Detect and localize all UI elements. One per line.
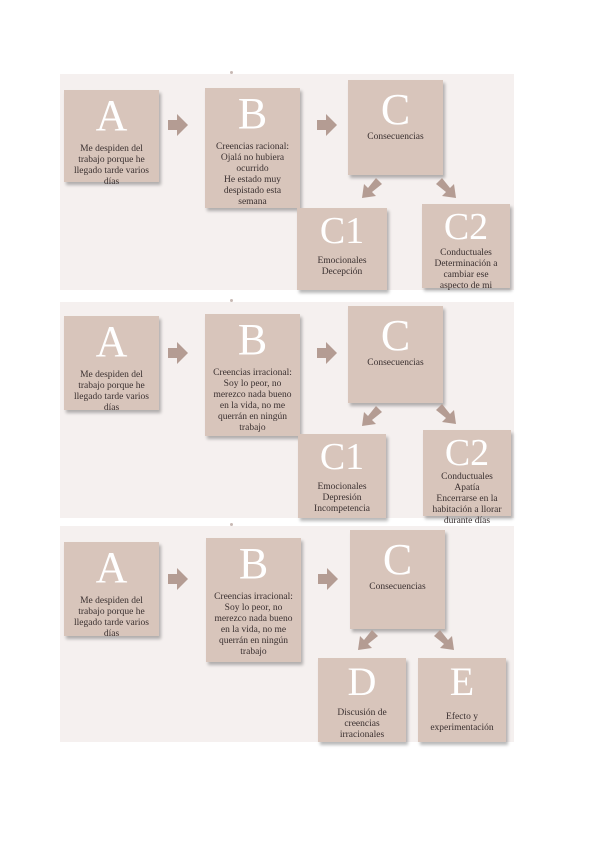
box-e — [418, 658, 506, 742]
text-line: trabajo — [240, 647, 267, 657]
panel-rational-belief — [60, 74, 514, 290]
text-line: Creencias racional: — [215, 142, 290, 152]
text-line: Emocionales — [317, 482, 367, 492]
text-line: Me despiden del — [80, 370, 143, 380]
text-line: Conductuales — [440, 248, 492, 258]
box-c-letter: C — [380, 311, 411, 360]
box-d — [318, 658, 406, 742]
box-c-text: Consecuencias — [367, 358, 424, 368]
box-b-letter: B — [238, 539, 269, 588]
text-line: Depresión — [322, 493, 362, 503]
text-line: ocurrido — [236, 164, 269, 174]
box-a-text — [64, 596, 159, 640]
box-c-text: Consecuencias — [369, 582, 426, 592]
box-a — [64, 316, 159, 413]
arrow-down-right-icon — [436, 178, 456, 198]
box-c2 — [423, 430, 511, 526]
box-c-letter: C — [382, 535, 413, 584]
text-line: Creencias irracional: — [213, 368, 292, 378]
box-c — [348, 80, 443, 175]
arrow-down-right-icon — [434, 630, 454, 650]
box-c1 — [298, 434, 386, 518]
arrow-down-left-icon — [362, 406, 382, 426]
text-line: querrán en ningún — [217, 412, 288, 422]
text-line: llegado tarde varios — [74, 392, 149, 402]
panel-irrational-belief — [60, 302, 514, 526]
box-c1-text — [298, 482, 386, 515]
text-line: Conductuales — [441, 472, 493, 482]
text-line: Decepción — [321, 267, 363, 277]
text-line: Me despiden del — [80, 596, 143, 606]
box-a-text — [64, 370, 159, 414]
text-line: días — [103, 629, 120, 639]
arrow-right-icon — [168, 114, 188, 136]
text-line: habitación a llorar — [432, 505, 502, 515]
text-line: merezco nada bueno — [213, 390, 292, 400]
arrow-down-left-icon — [362, 178, 382, 198]
text-line: llegado tarde varios — [74, 166, 149, 176]
text-line: semana — [238, 197, 267, 207]
box-c2-letter: C2 — [443, 206, 489, 248]
box-b-text — [205, 142, 300, 208]
decorative-dot — [230, 523, 233, 526]
text-line: Discusión de — [337, 708, 387, 718]
text-line: Creencias irracional: — [214, 592, 293, 602]
box-b — [205, 88, 300, 208]
text-line: despistado esta — [223, 186, 282, 196]
arrow-right-icon — [318, 568, 338, 590]
box-c — [350, 530, 445, 629]
box-a-letter: A — [95, 91, 128, 140]
text-line: trabajo porque he — [78, 155, 145, 165]
box-a-text — [64, 144, 159, 188]
text-line: Incompetencia — [314, 504, 370, 514]
text-line: en la vida, no me — [220, 625, 287, 635]
text-line: trabajo porque he — [78, 381, 145, 391]
box-a — [64, 542, 159, 639]
text-line: durante días — [443, 516, 491, 526]
arrow-right-icon — [168, 342, 188, 364]
text-line: Me despiden del — [80, 144, 143, 154]
text-line: Apatía — [454, 483, 480, 493]
box-e-letter: E — [449, 659, 475, 704]
text-line: irracionales — [339, 730, 385, 740]
box-c2 — [422, 204, 510, 291]
text-line: días — [103, 177, 120, 187]
box-a-letter: A — [95, 317, 128, 366]
text-line: creencias — [344, 719, 380, 729]
box-c1-letter: C1 — [319, 436, 365, 478]
text-line: días — [103, 403, 120, 413]
box-b-letter: B — [237, 315, 268, 364]
text-line: He estado muy — [224, 175, 281, 185]
decorative-dot — [230, 299, 233, 302]
box-b — [206, 538, 301, 662]
box-c1 — [297, 208, 387, 290]
text-line: experimentación — [430, 723, 494, 733]
box-c2-text — [422, 248, 510, 292]
box-a — [64, 90, 159, 187]
text-line: merezco nada bueno — [214, 614, 293, 624]
panel-dispute — [60, 526, 514, 742]
box-c1-text — [297, 256, 387, 278]
text-line: llegado tarde varios — [74, 618, 149, 628]
text-line: Encerrarse en la — [436, 494, 498, 504]
box-d-text — [318, 708, 406, 741]
arrow-down-right-icon — [436, 404, 456, 424]
box-c1-letter: C1 — [319, 210, 365, 252]
text-line: aspecto de mi — [439, 281, 493, 291]
text-line: en la vida, no me — [219, 401, 286, 411]
box-b — [205, 314, 300, 436]
arrow-right-icon — [168, 568, 188, 590]
box-b-text — [206, 592, 301, 658]
text-line: Soy lo peor, no — [223, 379, 282, 389]
text-line: Ojalá no hubiera — [220, 153, 285, 163]
box-c2-letter: C2 — [444, 432, 490, 474]
decorative-dot — [230, 71, 233, 74]
box-c — [348, 306, 443, 403]
text-line: trabajo — [239, 423, 266, 433]
text-line: querrán en ningún — [218, 636, 289, 646]
box-b-letter: B — [237, 89, 268, 138]
text-line: Emocionales — [317, 256, 367, 266]
box-a-letter: A — [95, 543, 128, 592]
box-c-letter: C — [380, 85, 411, 134]
text-line: cambiar ese — [443, 270, 489, 280]
box-c2-text — [423, 472, 511, 527]
text-line: Determinación a — [434, 259, 498, 269]
box-e-text — [418, 712, 506, 734]
box-b-text — [205, 368, 300, 434]
box-d-letter: D — [347, 659, 377, 704]
text-line: Efecto y — [446, 712, 478, 722]
box-c-text: Consecuencias — [367, 132, 424, 142]
arrow-down-left-icon — [358, 630, 378, 650]
arrow-right-icon — [317, 342, 337, 364]
text-line: trabajo porque he — [78, 607, 145, 617]
arrow-right-icon — [317, 114, 337, 136]
text-line: Soy lo peor, no — [224, 603, 283, 613]
